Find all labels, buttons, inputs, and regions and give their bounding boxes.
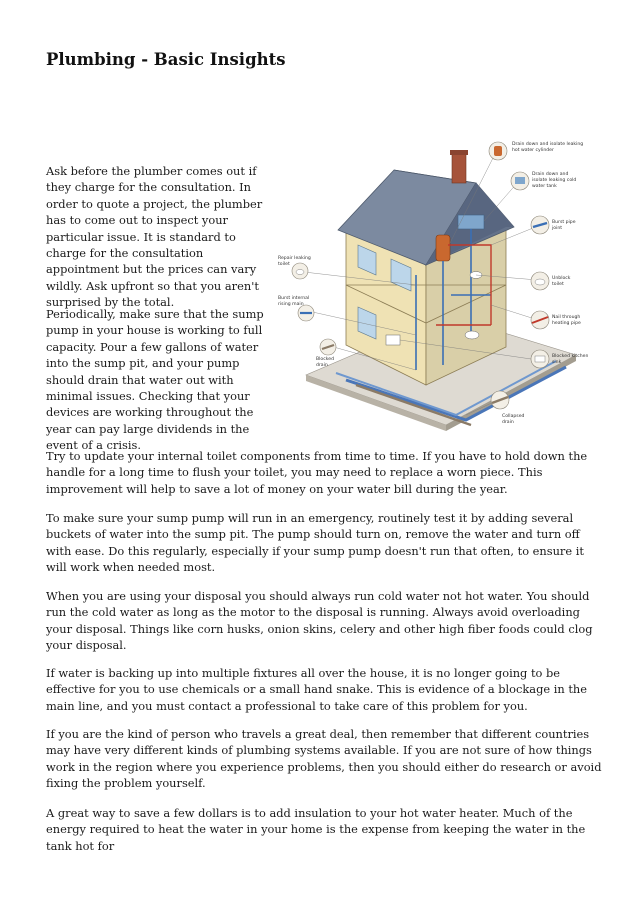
callout-tank-line1: Drain down and	[532, 172, 569, 177]
callout-nail-line2: heating pipe	[552, 321, 581, 326]
chimney-cap	[450, 150, 468, 155]
paragraph-main-line-blockage: If water is backing up into multiple fixtures all over the house, it is no longer going to be effective for you to use chemicals or a small hand snake. This is evidence of a blockage in the main line, and you must contact a professional to take care of this problem for you.	[46, 666, 588, 713]
callout-cylinder-line2: hot water cylinder	[512, 148, 554, 153]
callout-repair-toilet-line2: toilet	[278, 262, 290, 267]
callout-kitchen-line2: sink	[552, 360, 562, 365]
callout-collapsed-line2: drain	[502, 420, 514, 425]
paragraph-toilet-components: Try to update your internal toilet components from time to time. If you have to hold down the handle for a long time to flush your toilet, you may need to replace a worn piece. This improvement will help to save a lot of money on your water bill during the year.	[46, 449, 588, 496]
toilet-fixture	[465, 331, 479, 339]
paragraph-insulation: A great way to save a few dollars is to add insulation to your hot water heater. Much of the energy required to heat the water in your home is the expense from keeping the water in the tank hot for	[46, 806, 586, 853]
paragraph-sump-pump-test: To make sure your sump pump will run in an emergency, routinely test it by adding several buckets of water into the sump pit. The pump should turn on, remove the water and turn off with ease. Do this regularly, especially if your sump pump doesn't run that often, to ensure it will work when needed most.	[46, 511, 584, 575]
house-plumbing-diagram	[276, 135, 588, 435]
callout-tank-line3: water tank	[532, 184, 557, 189]
callout-blocked-drain-line1: Blocked	[316, 357, 335, 362]
hot-water-cylinder	[436, 235, 450, 261]
callout-blocked-drain-line2: drain	[316, 363, 328, 368]
callout-burst-joint-line1: Burst pipe	[552, 220, 576, 225]
callout-burst-main-line2: rising main	[278, 302, 304, 307]
cold-water-tank	[458, 215, 484, 229]
callout-unblock-line1: Unblock	[552, 276, 571, 281]
callout-cylinder-line1: Drain down and isolate leaking	[512, 142, 584, 147]
chimney	[452, 153, 466, 183]
paragraph-sump-pump-capacity: Periodically, make sure that the sump pump in your house is working to full capacity. Pour a few gallons of water into the sump pit, and your pump should drain that water out with minimal issues. Checking that your devices are working throughout the year can pay large dividends in the event of a crisis.	[46, 307, 264, 453]
paragraph-disposal: When you are using your disposal you should always run cold water not hot water. You should run the cold water as long as the motor to the disposal is running. Always avoid overloading your disposal. Things like corn husks, onion skins, celery and other high fiber foods could clog your disposal.	[46, 589, 593, 653]
paragraph-travel: If you are the kind of person who travels a great deal, then remember that different countries may have very different kinds of plumbing systems available. If you are not sure of how things work in the region where you experience problems, then you should either do research or avoid fixing the problem yourself.	[46, 727, 602, 791]
callout-tank-line2: isolate leaking cold	[532, 178, 577, 183]
callout-kitchen-line1: Blocked kitchen	[552, 354, 588, 359]
callout-nail-line1: Nail through	[552, 315, 581, 320]
kitchen-sink	[386, 335, 400, 345]
callout-burst-joint-line2: joint	[552, 226, 563, 231]
callout-repair-toilet-line1: Repair leaking	[278, 256, 311, 261]
callout-burst-main-line1: Burst internal	[278, 296, 310, 301]
callout-collapsed-line1: Collapsed	[502, 414, 525, 419]
page-title: Plumbing - Basic Insights	[46, 50, 286, 69]
paragraph-consultation: Ask before the plumber comes out if they charge for the consultation. In order to quote a project, the plumber has to come out to inspect your particular issue. It is standard to charge for the consultation appointment but the prices can vary wildly. Ask upfront so that you aren't surprised by the total.	[46, 164, 263, 310]
callout-unblock-line2: toilet	[552, 282, 564, 287]
